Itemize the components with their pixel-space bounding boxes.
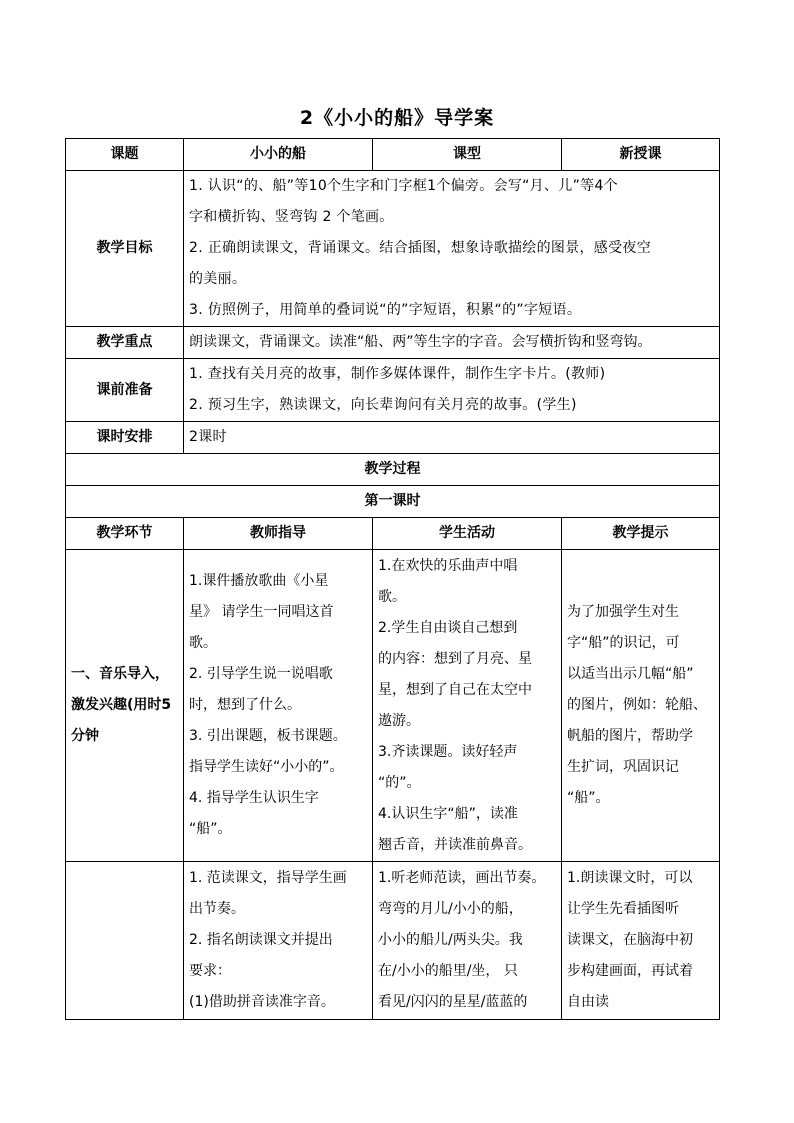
objective-line: 2. 正确朗读课文，背诵课文。结合插图，想象诗歌描绘的图景，感受夜空 (189, 240, 652, 256)
teacher-line: 1.课件播放歌曲《小星 (189, 573, 329, 589)
student-line: 小小的船儿/两头尖。我 (378, 932, 523, 948)
schedule-label: 课时安排 (66, 422, 184, 454)
section1-tips (562, 550, 720, 862)
lesson1-title: 第一课时 (66, 486, 720, 518)
student-line: 弯弯的月儿/小小的船， (378, 901, 523, 917)
col-header-stage: 教学环节 (66, 518, 184, 550)
preparation-line: 1. 查找有关月亮的故事，制作多媒体课件，制作生字卡片。(教师) (189, 366, 606, 382)
topic-row (66, 139, 720, 171)
preparation-row (66, 359, 720, 422)
schedule-text: 2课时 (189, 429, 227, 445)
tip-line: 步构建画面，再试着 (567, 963, 693, 979)
student-line: 4.认识生字“船”，读准 (378, 805, 518, 822)
preparation-label: 课前准备 (66, 359, 184, 422)
student-line: “的”。 (378, 774, 421, 791)
section2-row (66, 862, 720, 1020)
student-line: 3.齐读课题。读好轻声 (378, 743, 518, 760)
objective-line: 3. 仿照例子，用简单的叠词说“的”字短语，积累“的”字短语。 (189, 302, 582, 318)
process-title-row (66, 454, 720, 486)
col-header-tips: 教学提示 (562, 518, 720, 550)
column-header-row (66, 518, 720, 550)
objectives-label: 教学目标 (66, 171, 184, 327)
lesson-plan-table (65, 138, 720, 1020)
keypoints-text: 朗读课文，背诵课文。读准“船、两”等生字的字音。会写横折钩和竖弯钩。 (189, 334, 652, 350)
objective-line: 的美丽。 (189, 271, 247, 287)
section2-stage (66, 862, 184, 1020)
schedule-row (66, 422, 720, 454)
tip-line: 字“船”的识记，可 (567, 635, 680, 651)
teacher-line: 1. 范读课文，指导学生画 (189, 870, 347, 886)
section2-tips (562, 862, 720, 1020)
page-title: 2《小小的船》导学案 (299, 107, 495, 129)
col-header-student: 学生活动 (373, 518, 562, 550)
section1-stage: 一、音乐导入，激发兴趣(用时5分钟 (66, 550, 184, 862)
tip-line: 读课文，在脑海中初 (567, 932, 693, 948)
lesson1-title-row (66, 486, 720, 518)
student-line: 的内容：想到了月亮、星 (378, 650, 532, 667)
objectives-content (184, 171, 720, 327)
preparation-line: 2. 预习生字，熟读课文，向长辈询问有关月亮的故事。(学生) (189, 397, 577, 413)
type-label: 课型 (373, 139, 562, 171)
student-line: 遨游。 (378, 712, 420, 729)
tip-line: 帆船的图片，帮助学 (567, 728, 693, 744)
teacher-line: 出节奏。 (189, 901, 245, 917)
preparation-content (184, 359, 720, 422)
section2-student (373, 862, 562, 1020)
section1-teacher (184, 550, 373, 862)
col-header-teacher: 教师指导 (184, 518, 373, 550)
tip-line: 生扩词，巩固识记 (567, 759, 679, 775)
topic-label: 课题 (66, 139, 184, 171)
student-line: 翘舌音，并读准前鼻音。 (378, 836, 532, 853)
type-value: 新授课 (562, 139, 720, 171)
tip-line: “船”。 (567, 790, 610, 806)
section2-teacher (184, 862, 373, 1020)
student-line: 歌。 (378, 588, 406, 605)
teacher-line: 2. 引导学生说一说唱歌 (189, 666, 333, 682)
teacher-line: “船”。 (189, 821, 232, 837)
keypoints-content (184, 327, 720, 359)
teacher-line: (1)借助拼音读准字音。 (189, 994, 335, 1010)
tip-line: 以适当出示几幅“船” (567, 666, 694, 682)
section1-student (373, 550, 562, 862)
keypoints-row (66, 327, 720, 359)
student-line: 1.在欢快的乐曲声中唱 (378, 557, 518, 574)
student-line: 1.听老师范读，画出节奏。 (378, 870, 546, 886)
teacher-line: 时，想到了什么。 (189, 697, 301, 713)
student-line: 在/小小的船里/坐， 只 (378, 963, 518, 979)
process-title: 教学过程 (66, 454, 720, 486)
topic-value: 小小的船 (184, 139, 373, 171)
tip-line: 的图片，例如：轮船、 (567, 697, 707, 713)
objectives-row (66, 171, 720, 327)
objective-line: 字和横折钩、竖弯钩 2 个笔画。 (189, 209, 394, 225)
teacher-line: 指导学生读好“小小的”。 (189, 759, 344, 775)
teacher-line: 要求： (189, 963, 231, 979)
teacher-line: 歌。 (189, 635, 217, 651)
student-line: 星，想到了自己在太空中 (378, 681, 532, 698)
teacher-line: 4. 指导学生认识生字 (189, 790, 319, 806)
schedule-content (184, 422, 720, 454)
teacher-line: 星》 请学生一同唱这首 (189, 604, 334, 620)
student-line: 2.学生自由谈自己想到 (378, 619, 518, 636)
tip-line: 自由读 (567, 994, 609, 1010)
tip-line: 让学生先看插图听 (567, 901, 679, 917)
section1-row (66, 550, 720, 862)
teacher-line: 2. 指名朗读课文并提出 (189, 932, 333, 948)
tip-line: 1.朗读课文时，可以 (567, 870, 693, 886)
student-line: 看见/闪闪的星星/蓝蓝的 (378, 994, 528, 1010)
objective-line: 1. 认识“的、船”等10个生字和门字框1个偏旁。会写“月、儿”等4个 (189, 178, 618, 194)
teacher-line: 3. 引出课题，板书课题。 (189, 728, 347, 744)
keypoints-label: 教学重点 (66, 327, 184, 359)
tip-line: 为了加强学生对生 (567, 604, 679, 620)
